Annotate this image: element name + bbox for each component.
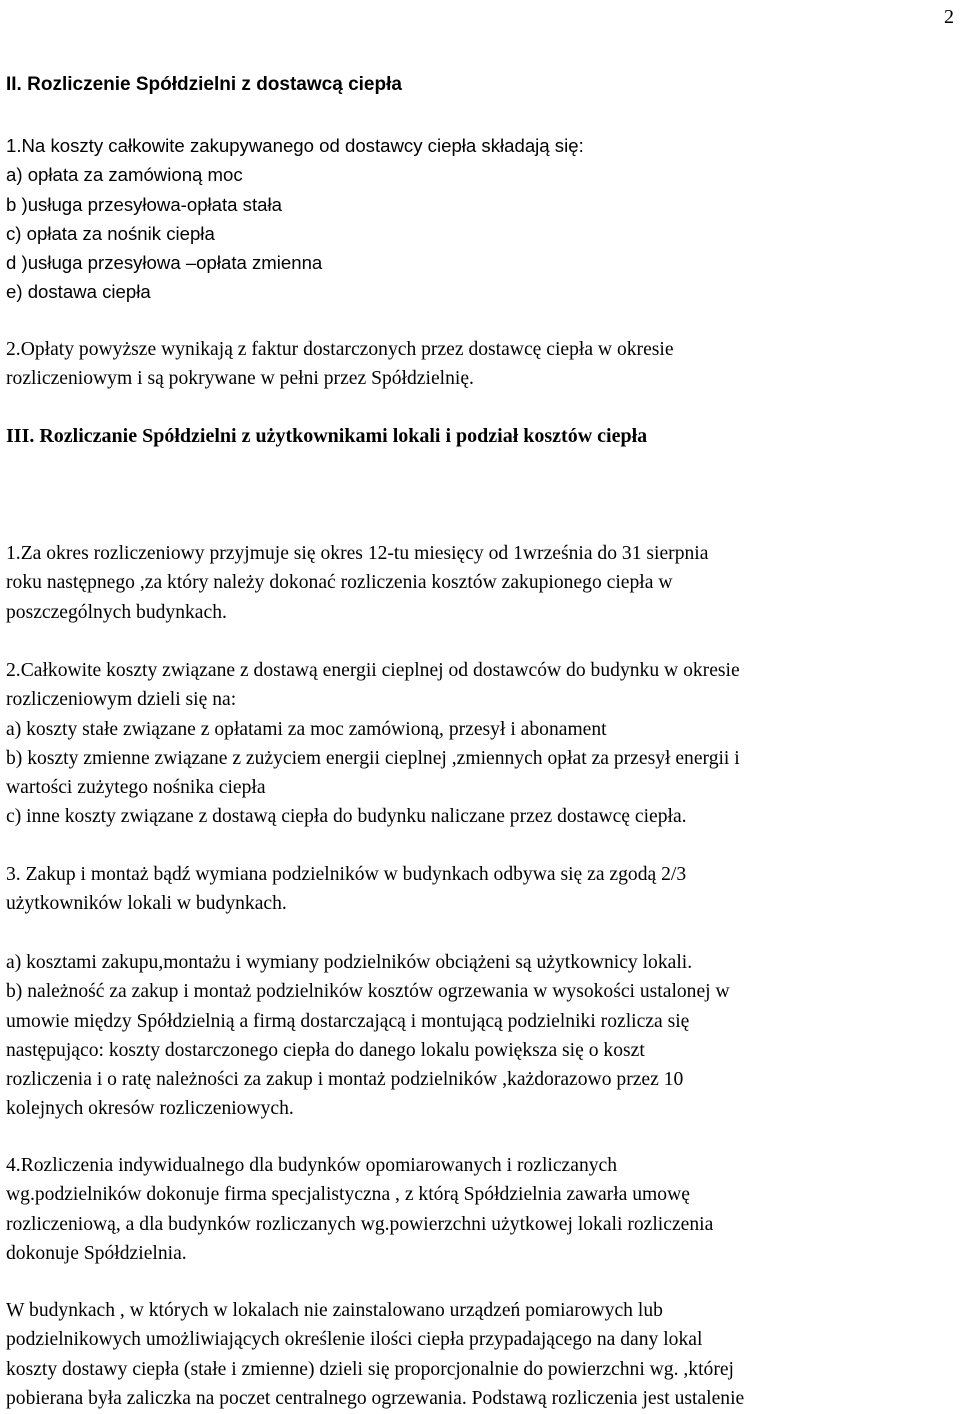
section-3-paragraph-1 xyxy=(6,539,956,627)
section-3-heading: III. Rozliczanie Spółdzielni z użytkownikami lokali i podział kosztów ciepła xyxy=(6,425,648,447)
section-3-paragraph-3 xyxy=(6,860,956,919)
text-line: 1.Za okres rozliczeniowy przyjmuje się okres 12-tu miesięcy od 1września do 31 sierpnia xyxy=(6,543,709,564)
text-line: e) dostawa ciepła xyxy=(6,281,151,303)
section-3-paragraph-2 xyxy=(6,656,956,832)
section-3-paragraph-5 xyxy=(6,1151,956,1268)
text-line: użytkowników lokali w budynkach. xyxy=(6,893,287,915)
section-2-paragraph-2 xyxy=(6,335,956,394)
text-line: b) należność za zakup i montaż podzielników kosztów ogrzewania w wysokości ustalonej w xyxy=(6,981,730,1003)
text-line: a) koszty stałe związane z opłatami za moc zamówioną, przesył i abonament xyxy=(6,718,607,740)
text-line: dokonuje Spółdzielnia. xyxy=(6,1242,187,1264)
page-number: 2 xyxy=(944,6,954,28)
text-line: c) opłata za nośnik ciepła xyxy=(6,222,215,244)
text-line: koszty dostawy ciepła (stałe i zmienne) dzieli się proporcjonalnie do powierzchni wg. ,której xyxy=(6,1358,735,1380)
text-line: rozliczeniową, a dla budynków rozliczanych wg.powierzchni użytkowej lokali rozliczenia xyxy=(6,1213,714,1235)
section-3-paragraph-4 xyxy=(6,948,956,1124)
text-line: podzielnikowych umożliwiających określenie ilości ciepła przypadającego na dany lokal xyxy=(6,1329,703,1351)
text-line: umowie między Spółdzielnią a firmą dostarczającą i montującą podzielniki rozlicza się xyxy=(6,1010,690,1032)
text-line: wartości zużytego nośnika ciepła xyxy=(6,777,266,799)
text-line: rozliczenia i o ratę należności za zakup i montaż podzielników ,każdorazowo przez 10 xyxy=(6,1069,684,1091)
text-line: 1.Na koszty całkowite zakupywanego od dostawcy ciepła składają się: xyxy=(6,135,584,156)
text-line: roku następnego ,za który należy dokonać rozliczenia kosztów zakupionego ciepła w xyxy=(6,572,673,594)
text-line: następująco: koszty dostarczonego ciepła do danego lokalu powiększa się o koszt xyxy=(6,1039,645,1061)
text-line: a) kosztami zakupu,montażu i wymiany podzielników obciążeni są użytkownicy lokali. xyxy=(6,952,693,973)
text-line: 2.Opłaty powyższe wynikają z faktur dostarczonych przez dostawcę ciepła w okresie xyxy=(6,339,674,360)
section-3-paragraph-6 xyxy=(6,1296,956,1413)
text-line: rozliczeniowym i są pokrywane w pełni przez Spółdzielnię. xyxy=(6,368,474,390)
text-line: W budynkach , w których w lokalach nie zainstalowano urządzeń pomiarowych lub xyxy=(6,1300,663,1321)
text-line: d )usługa przesyłowa –opłata zmienna xyxy=(6,252,323,274)
text-line: 3. Zakup i montaż bądź wymiana podzielników w budynkach odbywa się za zgodą 2/3 xyxy=(6,864,687,885)
text-line: 4.Rozliczenia indywidualnego dla budynków opomiarowanych i rozliczanych xyxy=(6,1155,618,1176)
section-2-heading: II. Rozliczenie Spółdzielni z dostawcą ciepła xyxy=(6,74,402,95)
text-line: 2.Całkowite koszty związane z dostawą energii cieplnej od dostawców do budynku w okresie xyxy=(6,660,740,681)
text-line: rozliczeniowym dzieli się na: xyxy=(6,689,237,711)
text-line: wg.podzielników dokonuje firma specjalistyczna , z którą Spółdzielnia zawarła umowę xyxy=(6,1184,690,1206)
text-line: pobierana była zaliczka na poczet centralnego ogrzewania. Podstawą rozliczenia jest ustalenie xyxy=(6,1387,745,1409)
text-line: c) inne koszty związane z dostawą ciepła do budynku naliczane przez dostawcę ciepła. xyxy=(6,806,687,828)
section-2-paragraph-1 xyxy=(6,131,956,307)
text-line: b) koszty zmienne związane z zużyciem energii cieplnej ,zmiennych opłat za przesył energii i xyxy=(6,747,740,769)
text-line: kolejnych okresów rozliczeniowych. xyxy=(6,1098,294,1120)
text-line: b )usługa przesyłowa-opłata stała xyxy=(6,193,282,215)
text-line: poszczególnych budynkach. xyxy=(6,601,227,623)
text-line: a) opłata za zamówioną moc xyxy=(6,164,243,186)
